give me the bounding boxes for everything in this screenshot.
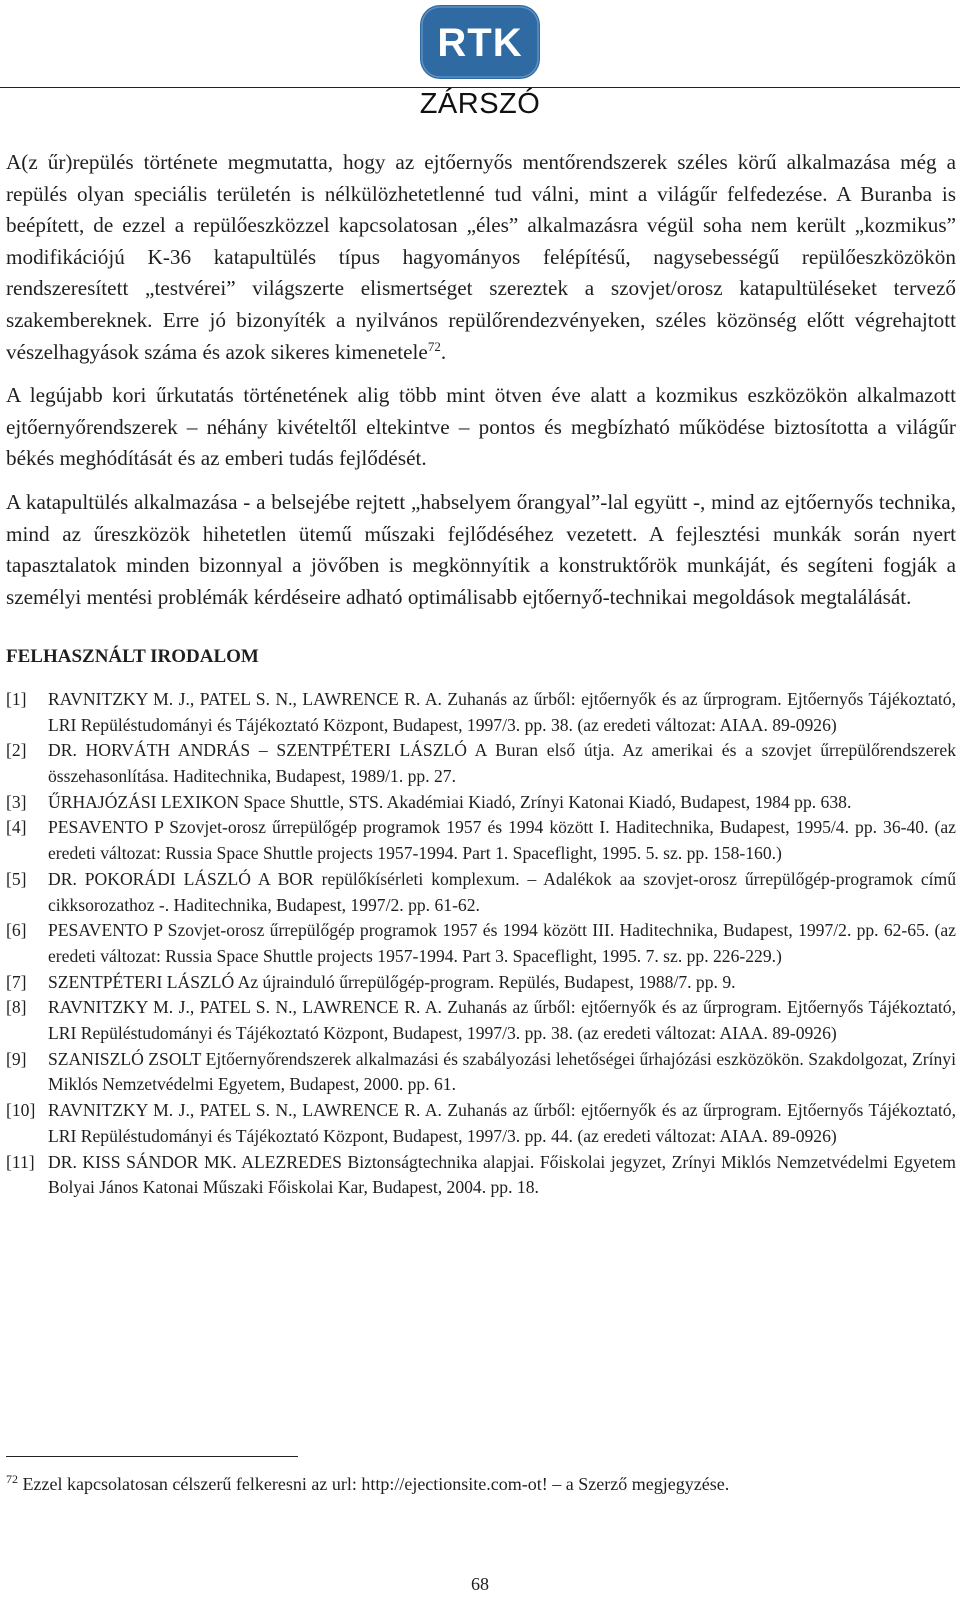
reference-number: [10] bbox=[6, 1100, 36, 1121]
footnote-text: Ezzel kapcsolatosan célszerű felkeresni az url: http://ejectionsite.com-ot! – a Szerző megjegyzése. bbox=[18, 1474, 730, 1494]
reference-number: [11] bbox=[6, 1151, 35, 1172]
reference-text: RAVNITZKY M. J., PATEL S. N., LAWRENCE R. A. Zuhanás az űrből: ejtőernyők és az űrprogram. Ejtőernyős Tájékoztató, LRI Repüléstudományi és Tájékoztató Központ, Budapest, 1997/3. pp. 38. (az eredeti változat: AIAA. 89-0926) bbox=[48, 997, 956, 1044]
footnote bbox=[6, 1472, 956, 1495]
reference-text: SZANISZLÓ ZSOLT Ejtőernyőrendszerek alkalmazási és szabályozási lehetőségei űrhajózási eszközökön. Szakdolgozat, Zrínyi Miklós Nemzetvédelmi Egyetem, Budapest, 2000. pp. 61. bbox=[48, 1048, 956, 1095]
reference-number: [4] bbox=[6, 817, 27, 838]
main-text bbox=[6, 147, 956, 1201]
logo-text: RTK bbox=[437, 21, 523, 65]
reference-number: [9] bbox=[6, 1048, 27, 1069]
footnote-marker: 72 bbox=[427, 338, 441, 354]
reference-number: [8] bbox=[6, 997, 27, 1018]
rtk-logo bbox=[419, 4, 541, 80]
paragraph bbox=[6, 147, 956, 368]
reference-number: [6] bbox=[6, 920, 27, 941]
reference-item bbox=[6, 815, 956, 866]
reference-number: [5] bbox=[6, 868, 27, 889]
reference-text: DR. HORVÁTH ANDRÁS – SZENTPÉTERI LÁSZLÓ A Buran első útja. Az amerikai és a szovjet űrrepülőrendszerek összehasonlítása. Haditechnika, Budapest, 1989/1. pp. 27. bbox=[48, 740, 956, 787]
footnote-rule bbox=[6, 1456, 298, 1457]
reference-item bbox=[6, 970, 956, 996]
reference-text: SZENTPÉTERI LÁSZLÓ Az újrainduló űrrepülőgép-program. Repülés, Budapest, 1988/7. pp. 9. bbox=[48, 971, 736, 992]
reference-text: RAVNITZKY M. J., PATEL S. N., LAWRENCE R. A. Zuhanás az űrből: ejtőernyők és az űrprogram. Ejtőernyős Tájékoztató, LRI Repüléstudományi és Tájékoztató Központ, Budapest, 1997/3. pp. 44. (az eredeti változat: AIAA. 89-0926) bbox=[48, 1100, 956, 1146]
reference-number: [2] bbox=[6, 740, 27, 761]
reference-text: RAVNITZKY M. J., PATEL S. N., LAWRENCE R. A. Zuhanás az űrből: ejtőernyők és az űrprogram. Ejtőernyős Tájékoztató, LRI Repüléstudományi és Tájékoztató Központ, Budapest, 1997/3. pp. 38. (az eredeti változat: AIAA. 89-0926) bbox=[48, 688, 956, 735]
footnote-number: 72 bbox=[6, 1472, 18, 1486]
paragraph: A legújabb kori űrkutatás történetének alig több mint ötven éve alatt a kozmikus eszközökön alkalmazott ejtőernyőrendszerek – néhány kivételtől eltekintve – pontos és megbízható működése biztosította a világűr békés meghódítását és az emberi tudás fejlődését. bbox=[6, 383, 956, 471]
reference-item bbox=[6, 918, 956, 969]
reference-item bbox=[6, 1098, 956, 1149]
reference-item bbox=[6, 995, 956, 1046]
references-list bbox=[6, 687, 956, 1201]
reference-text: DR. KISS SÁNDOR MK. ALEZREDES Biztonságtechnika alapjai. Főiskolai jegyzet, Zrínyi Miklós Nemzetvédelmi Egyetem Bolyai János Katonai Műszaki Főiskolai Kar, Budapest, 2004. pp. 18. bbox=[48, 1151, 956, 1198]
reference-text: PESAVENTO P Szovjet-orosz űrrepülőgép programok 1957 és 1994 között III. Haditechnika, Budapest, 1997/2. pp. 62-65. (az eredeti változat: Russia Space Shuttle projects 1957-1994. Part 3. Spaceflight, 1995. 7. sz. pp. 226-229.) bbox=[48, 920, 956, 966]
paragraph-end: . bbox=[440, 339, 447, 364]
reference-item bbox=[6, 738, 956, 789]
reference-text: DR. POKORÁDI LÁSZLÓ A BOR repülőkísérleti komplexum. – Adalékok aa szovjet-orosz űrrepülőgép-programok című cikksorozathoz -. Haditechnika, Budapest, 1997/2. pp. 61-62. bbox=[48, 868, 956, 915]
reference-text: PESAVENTO P Szovjet-orosz űrrepülőgép programok 1957 és 1994 között I. Haditechnika, Budapest, 1995/4. pp. 36-40. (az eredeti változat: Russia Space Shuttle projects 1957-1994. Part 1. Spaceflight, 1995. 5. sz. pp. 158-160.) bbox=[48, 817, 956, 864]
paragraph: A katapultülés alkalmazása - a belsejébe rejtett „habselyem őrangyal”-lal együtt -, mind az ejtőernyős technika, mind az űreszközök hihetetlen ütemű műszaki fejlődéséhez vezetett. A fejlesztési munkák során nyert tapasztalatok minden bizonnyal a jövőben is megkönnyítik a konstruktőrök munkáját, és segíteni fogják a személyi mentési problémák kérdéseire adható optimálisabb ejtőernyő-technikai megoldások megtalálását. bbox=[6, 489, 956, 609]
reference-number: [1] bbox=[6, 688, 27, 709]
page-title: ZÁRSZÓ bbox=[419, 88, 541, 120]
reference-text: ŰRHAJÓZÁSI LEXIKON Space Shuttle, STS. Akadémiai Kiadó, Zrínyi Katonai Kiadó, Budapest, 1984 pp. 638. bbox=[48, 791, 852, 812]
reference-item bbox=[6, 687, 956, 738]
reference-number: [7] bbox=[6, 971, 27, 992]
reference-number: [3] bbox=[6, 791, 27, 812]
reference-item bbox=[6, 1150, 956, 1201]
paragraph-text: A(z űr)repülés története megmutatta, hogy az ejtőernyős mentőrendszerek széles körű alkalmazása még a repülés olyan speciális területén is nélkülözhetetlenné tud válni, mint a világűr felfedezése. A Buranba is beépített, de ezzel a repülőeszközzel kapcsolatosan „éles” alkalmazásra végül soha nem került „kozmikus” modifikációjú K-36 katapultülés típus hagyományos felépítésű, nagysebességű repülőeszközökön rendszeresített „testvérei” világszerte elismertséget szereztek a szovjet/orosz katapultüléseket tervező szakembereknek. Erre jó bizonyíték a nyilvános repülőrendezvényeken, széles közönség előtt végrehajtott vészelhagyások száma és azok sikeres kimenetele bbox=[6, 150, 956, 364]
references-heading: FELHASZNÁLT IRODALOM bbox=[6, 646, 259, 668]
reference-item bbox=[6, 867, 956, 918]
page-number: 68 bbox=[471, 1574, 489, 1594]
reference-item bbox=[6, 1047, 956, 1098]
reference-item bbox=[6, 790, 956, 816]
